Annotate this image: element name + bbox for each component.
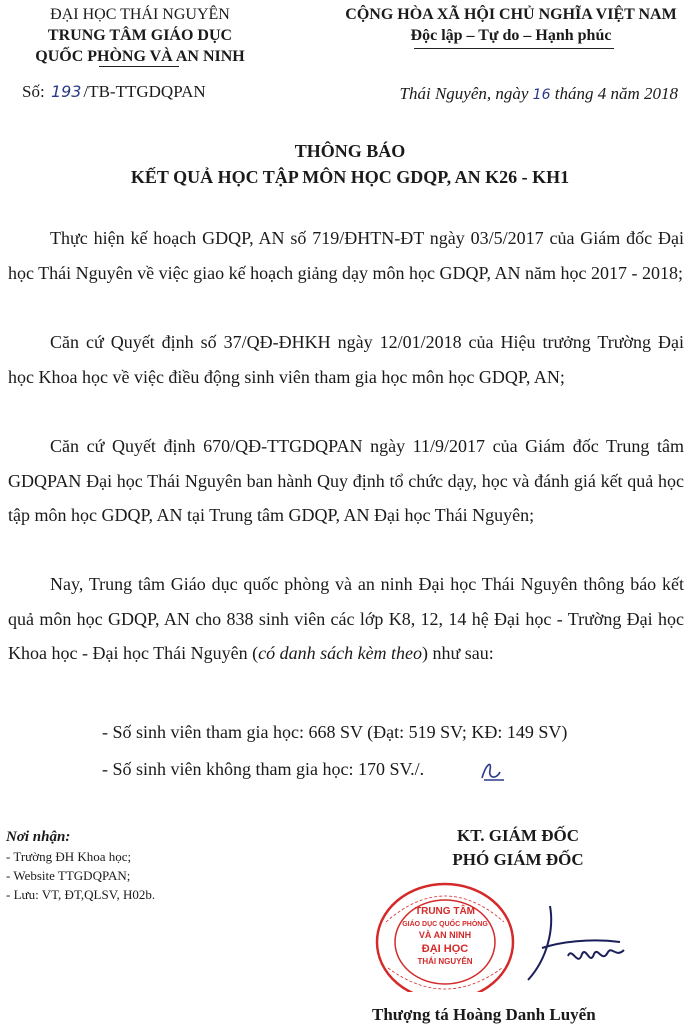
- recipients-heading: Nơi nhận:: [6, 829, 71, 845]
- doc-number-handwritten: 193: [50, 82, 82, 101]
- recipient-item: - Trường ĐH Khoa học;: [6, 849, 132, 864]
- recipients: [6, 828, 155, 904]
- paragraph-2-text: Căn cứ Quyết định số 37/QĐ-ĐHKH ngày 12/01/2018 của Hiệu trưởng Trường Đại học Khoa học về việc điều động sinh viên tham gia học môn học GDQP, AN;: [8, 332, 684, 387]
- document-number: [22, 82, 206, 102]
- doc-number-suffix: /TB-TTGDQPAN: [83, 82, 206, 101]
- initial-mark-icon: [478, 758, 508, 784]
- paragraph-4-italic: có danh sách kèm theo: [258, 643, 423, 663]
- date-after: tháng 4 năm 2018: [554, 84, 678, 103]
- national-header: [322, 4, 700, 46]
- recipient-item: - Website TTGDQPAN;: [6, 868, 131, 883]
- date-before: Thái Nguyên, ngày: [399, 84, 529, 103]
- svg-text:THÁI NGUYÊN: THÁI NGUYÊN: [417, 957, 473, 966]
- bullet-participants: - Số sinh viên tham gia học: 668 SV (Đạt: 519 SV; KĐ: 149 SV): [102, 722, 568, 742]
- svg-text:GIÁO DỤC QUỐC PHÒNG: GIÁO DỤC QUỐC PHÒNG: [402, 921, 488, 928]
- paragraph-1-text: Thực hiện kế hoạch GDQP, AN số 719/ĐHTN-ĐT ngày 03/5/2017 của Giám đốc Đại học Thái Nguyên về việc giao kế hoạch giảng dạy môn học GDQP, AN năm học 2017 - 2018;: [8, 228, 684, 283]
- issuer-header: [4, 4, 276, 67]
- issuer-university: ĐẠI HỌC THÁI NGUYÊN: [50, 6, 230, 23]
- paragraph-3-text: Căn cứ Quyết định 670/QĐ-TTGDQPAN ngày 11/9/2017 của Giám đốc Trung tâm GDQPAN Đại học Thái Nguyên ban hành Quy định tổ chức dạy, học và đánh giá kết quả học tập môn học GDQP, AN tại Trung tâm GDQP, AN Đại học Thái Nguyên;: [8, 436, 684, 525]
- issuer-center-line2: QUỐC PHÒNG VÀ AN NINH: [35, 48, 245, 65]
- svg-text:VÀ AN NINH: VÀ AN NINH: [418, 930, 472, 940]
- signature-title-1: KT. GIÁM ĐỐC: [457, 826, 579, 845]
- recipient-item: - Lưu: VT, ĐT,QLSV, H02b.: [6, 887, 156, 902]
- svg-text:TRUNG TÂM: TRUNG TÂM: [415, 906, 475, 917]
- signature-title-2: PHÓ GIÁM ĐỐC: [452, 850, 584, 869]
- national-motto: Độc lập – Tự do – Hạnh phúc: [410, 27, 612, 44]
- issuer-underline: [99, 66, 179, 67]
- document-title: THÔNG BÁO: [294, 141, 406, 161]
- issuer-center-line1: TRUNG TÂM GIÁO DỤC: [47, 27, 233, 44]
- paragraph-4-text: [8, 567, 684, 671]
- bullet-non-participants: - Số sinh viên không tham gia học: 170 SV./.: [102, 759, 425, 779]
- date-day-handwritten: 16: [532, 87, 551, 103]
- svg-text:ĐẠI HỌC: ĐẠI HỌC: [421, 943, 469, 955]
- paragraph-3: [8, 429, 684, 533]
- document-date: [400, 84, 678, 104]
- paragraph-4: [8, 567, 684, 671]
- paragraph-2: [8, 325, 684, 394]
- paragraph-4-end: ) như sau:: [422, 643, 494, 663]
- paragraph-4-main: Nay, Trung tâm Giáo dục quốc phòng và an ninh Đại học Thái Nguyên thông báo kết quả môn học GDQP, AN cho 838 sinh viên các lớp K8, 12, 14 hệ Đại học - Trường Đại học Khoa học - Đại học Thái Nguyên (: [8, 574, 684, 663]
- signer-name: Thượng tá Hoàng Danh Luyến: [372, 1005, 596, 1024]
- official-stamp-icon: [370, 882, 520, 992]
- national-title: CỘNG HÒA XÃ HỘI CHỦ NGHĨA VIỆT NAM: [345, 6, 677, 23]
- signature-icon: [520, 898, 632, 988]
- motto-underline: [414, 48, 614, 49]
- doc-number-prefix: Số:: [22, 82, 45, 101]
- document-subtitle: KẾT QUẢ HỌC TẬP MÔN HỌC GDQP, AN K26 - KH1: [130, 167, 570, 187]
- paragraph-1: [8, 221, 684, 290]
